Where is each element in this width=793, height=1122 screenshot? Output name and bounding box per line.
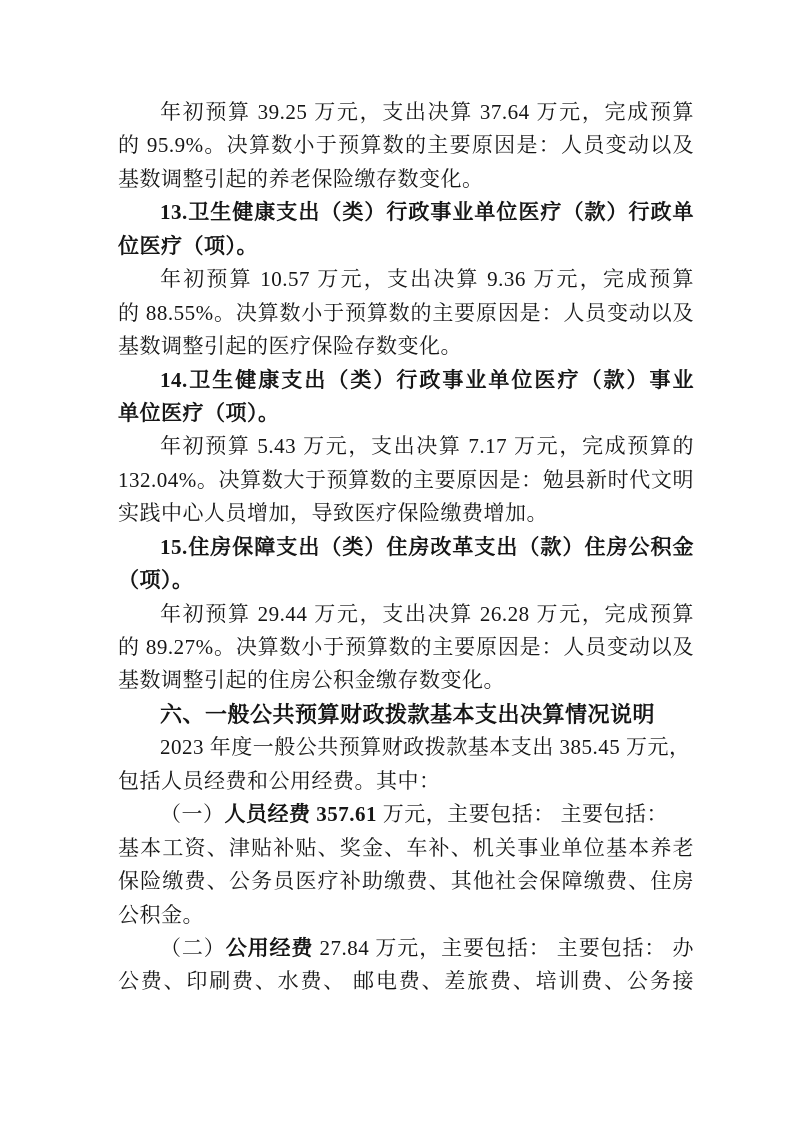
text-span: 万元，主要包括： 主要包括： — [377, 802, 668, 827]
body-text-line: 实践中心人员增加，导致医疗保险缴费增加。 — [118, 501, 548, 526]
item-14-heading-line-1: 14.卫生健康支出（类）行政事业单位医疗（款）事业 — [160, 367, 694, 392]
item-15-heading-line-2: （项）。 — [118, 568, 194, 593]
body-text-line: 基本工资、津贴补贴、奖金、车补、机关事业单位基本养老 — [118, 835, 694, 860]
personnel-expense-line — [118, 798, 694, 831]
body-text-line: 保险缴费、公务员医疗补助缴费、其他社会保障缴费、住房 — [118, 869, 694, 894]
body-text-line: 年初预算 10.57 万元，支出决算 9.36 万元，完成预算 — [160, 267, 694, 292]
body-text-line: 包括人员经费和公用经费。其中： — [118, 768, 441, 793]
body-text-line: 年初预算 29.44 万元，支出决算 26.28 万元，完成预算 — [160, 601, 694, 626]
document-text-block — [118, 96, 694, 999]
text-span-bold: 人员经费 357.61 — [224, 802, 377, 827]
body-text-line: 132.04%。决算数大于预算数的主要原因是：勉县新时代文明 — [118, 467, 694, 492]
body-text-line: 公费、印刷费、水费、 邮电费、差旅费、培训费、公务接 — [118, 969, 694, 994]
body-text-line: 的 95.9%。决算数小于预算数的主要原因是：人员变动以及 — [118, 133, 694, 158]
text-span: 27.84 万元，主要包括： 主要包括： 办 — [313, 935, 694, 960]
body-text-line: 年初预算 39.25 万元，支出决算 37.64 万元，完成预算 — [160, 100, 694, 124]
item-13-heading-line-1: 13.卫生健康支出（类）行政事业单位医疗（款）行政单 — [160, 200, 694, 225]
body-text-line: 基数调整引起的医疗保险存数变化。 — [118, 334, 462, 359]
body-text-line: 基数调整引起的住房公积金缴存数变化。 — [118, 668, 505, 693]
text-span-bold: 公用经费 — [225, 935, 314, 960]
text-span: （一） — [160, 802, 225, 827]
body-text-line: 2023 年度一般公共预算财政拨款基本支出 385.45 万元， — [160, 735, 691, 760]
text-span: （二） — [160, 935, 226, 960]
item-13-heading-line-2: 位医疗（项）。 — [118, 233, 258, 258]
public-expense-line — [118, 932, 694, 965]
item-15-heading-line-1: 15.住房保障支出（类）住房改革支出（款）住房公积金 — [160, 534, 694, 559]
body-text-line: 的 89.27%。决算数小于预算数的主要原因是：人员变动以及 — [118, 635, 694, 659]
section-6-heading: 六、一般公共预算财政拨款基本支出决算情况说明 — [160, 701, 656, 727]
body-text-line: 的 88.55%。决算数小于预算数的主要原因是：人员变动以及 — [118, 300, 694, 325]
body-text-line: 年初预算 5.43 万元，支出决算 7.17 万元，完成预算的 — [160, 434, 694, 459]
body-text-line: 基数调整引起的养老保险缴存数变化。 — [118, 166, 484, 191]
item-14-heading-line-2: 单位医疗（项）。 — [118, 400, 280, 425]
body-text-line: 公积金。 — [118, 902, 204, 927]
